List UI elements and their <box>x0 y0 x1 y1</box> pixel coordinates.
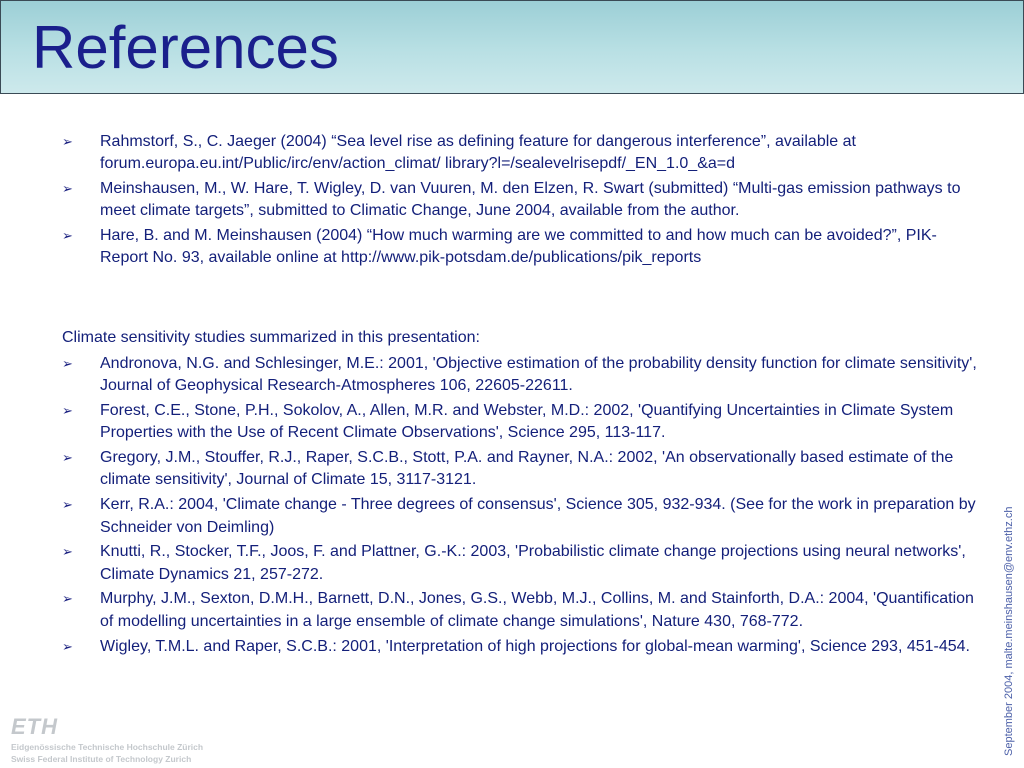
arrow-bullet-icon: ➢ <box>62 181 73 197</box>
arrow-bullet-icon: ➢ <box>62 134 73 149</box>
study-text: Wigley, T.M.L. and Raper, S.C.B.: 2001, 'Interpretation of high projections for global-mean warming', Science 293, 451-454. <box>100 637 970 655</box>
slide-title: References <box>32 14 339 81</box>
reference-item <box>62 225 977 270</box>
sensitivity-heading: Climate sensitivity studies summarized in this presentation: <box>62 329 480 346</box>
study-text: Andronova, N.G. and Schlesinger, M.E.: 2001, 'Objective estimation of the probability density function for climate sensitivity', Journal of Geophysical Research-Atmospheres 106, 22605-22611. <box>100 355 977 395</box>
eth-logo-line-english: Swiss Federal Institute of Technology Zurich <box>11 754 192 764</box>
title-bar <box>0 0 1024 94</box>
arrow-bullet-icon: ➢ <box>62 403 73 419</box>
reference-text: Rahmstorf, S., C. Jaeger (2004) “Sea level rise as defining feature for dangerous interference”, available at forum.europa.eu.int/Public/irc/env/action_climat/ library?l=/sealevelrisepdf/_EN_1.0_&a=d <box>100 133 856 173</box>
study-item <box>62 541 977 586</box>
references-list <box>62 131 977 272</box>
arrow-bullet-icon: ➢ <box>62 638 73 654</box>
arrow-bullet-icon: ➢ <box>62 228 73 244</box>
arrow-bullet-icon: ➢ <box>62 450 73 466</box>
study-item <box>62 588 977 633</box>
arrow-bullet-icon: ➢ <box>62 497 73 513</box>
study-text: Gregory, J.M., Stouffer, R.J., Raper, S.C.B., Stott, P.A. and Rayner, N.A.: 2002, 'An observationally based estimate of the climate sensitivity', Journal of Climate 15, 3117-3121. <box>100 449 954 489</box>
reference-text: Meinshausen, M., W. Hare, T. Wigley, D. van Vuuren, M. den Elzen, R. Swart (submitted) “Multi-gas emission pathways to meet climate targets”, submitted to Climatic Change, June 2004, available from the author. <box>100 180 961 220</box>
study-text: Murphy, J.M., Sexton, D.M.H., Barnett, D.N., Jones, G.S., Webb, M.J., Collins, M. and Stainforth, D.A.: 2004, 'Quantification of modelling uncertainties in a large ensemble of climate change simulations', Nature 430, 768-772. <box>100 590 974 630</box>
study-item <box>62 447 977 492</box>
side-note: September 2004, malte.meinshausen@env.ethz.ch <box>1003 506 1015 756</box>
sensitivity-studies-list <box>62 353 977 660</box>
eth-logo <box>11 714 204 764</box>
study-item <box>62 494 977 539</box>
eth-logo-line-german: Eidgenössische Technische Hochschule Zürich <box>11 742 204 752</box>
eth-logo-mark: ETH <box>11 714 58 739</box>
study-item <box>62 400 977 445</box>
reference-text: Hare, B. and M. Meinshausen (2004) “How much warming are we committed to and how much can be avoided?”, PIK-Report No. 93, available online at http://www.pik-potsdam.de/publications/pik_reports <box>100 227 937 267</box>
arrow-bullet-icon: ➢ <box>62 591 73 607</box>
study-text: Forest, C.E., Stone, P.H., Sokolov, A., Allen, M.R. and Webster, M.D.: 2002, 'Quantifying Uncertainties in Climate System Properties with the Use of Recent Climate Observations', Science 295, 113-117. <box>100 402 954 442</box>
study-item <box>62 636 977 658</box>
reference-item <box>62 178 977 223</box>
study-text: Knutti, R., Stocker, T.F., Joos, F. and Plattner, G.-K.: 2003, 'Probabilistic climate change projections using neural networks', Climate Dynamics 21, 257-272. <box>100 543 966 583</box>
arrow-bullet-icon: ➢ <box>62 544 73 560</box>
arrow-bullet-icon: ➢ <box>62 356 73 371</box>
reference-item <box>62 131 977 176</box>
study-text: Kerr, R.A.: 2004, 'Climate change - Three degrees of consensus', Science 305, 932-934. (See for the work in preparation by Schneider von Deimling) <box>100 496 976 536</box>
study-item <box>62 353 977 398</box>
